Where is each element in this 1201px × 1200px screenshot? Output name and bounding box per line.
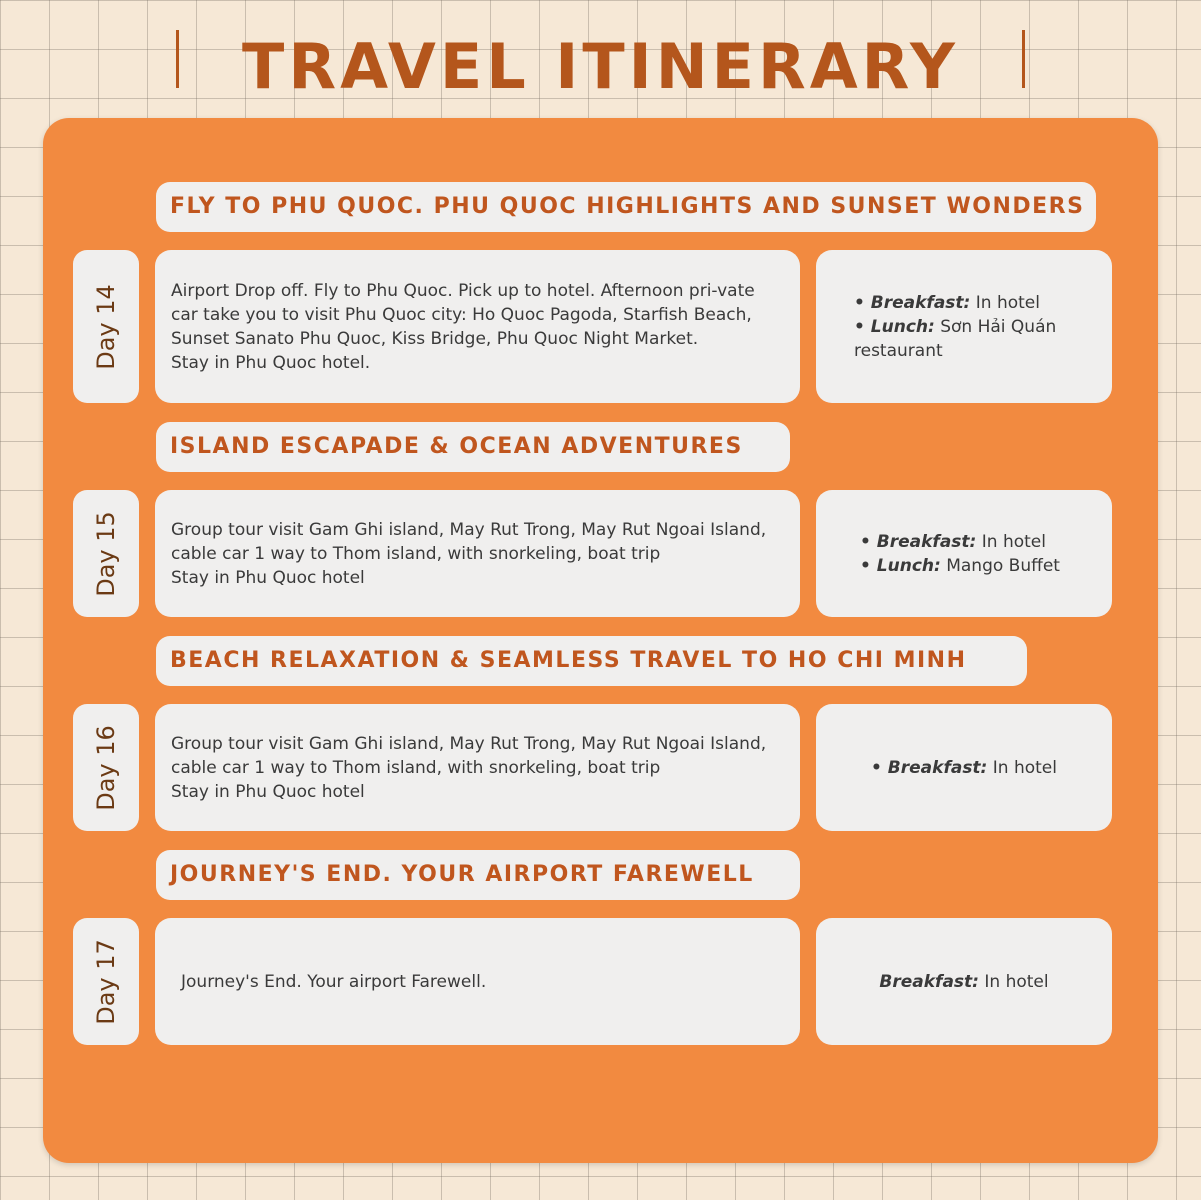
day-15-label: Day 15: [92, 510, 120, 597]
day-17-description-line: Journey's End. Your airport Farewell.: [181, 971, 487, 992]
page-title: TRAVEL ITINERARY: [242, 30, 959, 103]
title-right-bar: [1022, 30, 1025, 88]
day-14-description: [155, 250, 800, 403]
itinerary-panel: [43, 118, 1158, 1163]
day-15-heading: ISLAND ESCAPADE & OCEAN ADVENTURES: [156, 422, 790, 472]
day-16-description-line: Stay in Phu Quoc hotel: [171, 781, 365, 802]
day-15-description-line: Group tour visit Gam Ghi island, May Rut Trong, May Rut Ngoai Island, cable car 1 way to Thom island, with snorkeling, boat trip: [171, 519, 767, 564]
meal-item: • Breakfast: In hotel: [854, 292, 1040, 313]
day-17-description: [155, 918, 800, 1045]
day-14-label: Day 14: [92, 283, 120, 370]
day-16-label-box: [73, 704, 139, 831]
day-15-description: [155, 490, 800, 617]
day-16-description: [155, 704, 800, 831]
day-16-label: Day 16: [92, 724, 120, 811]
meal-item: • Breakfast: In hotel: [860, 531, 1046, 552]
day-16-heading: BEACH RELAXATION & SEAMLESS TRAVEL TO HO CHI MINH: [156, 636, 1027, 686]
day-15-meals: [816, 490, 1112, 617]
day-15-label-box: [73, 490, 139, 617]
day-17-meals: [816, 918, 1112, 1045]
day-15-description-line: Stay in Phu Quoc hotel: [171, 567, 365, 588]
day-17-label: Day 17: [92, 938, 120, 1025]
meal-item: • Lunch: Mango Buffet: [860, 555, 1060, 576]
day-14-description-line: Airport Drop off. Fly to Phu Quoc. Pick up to hotel. Afternoon pri-vate car take you to visit Phu Quoc city: Ho Quoc Pagoda, Starfish Beach, Sunset Sanato Phu Quoc, Kiss Bridge, Phu Quoc Night Market.: [171, 280, 755, 349]
meal-item: • Breakfast: In hotel: [871, 757, 1057, 778]
day-16-meals: [816, 704, 1112, 831]
day-14-label-box: [73, 250, 139, 403]
day-14-description-line: Stay in Phu Quoc hotel.: [171, 352, 371, 373]
day-14-heading: FLY TO PHU QUOC. PHU QUOC HIGHLIGHTS AND SUNSET WONDERS: [156, 182, 1096, 232]
day-14-meals: [816, 250, 1112, 403]
meal-item: Breakfast: In hotel: [879, 971, 1049, 992]
day-17-label-box: [73, 918, 139, 1045]
day-17-heading: JOURNEY'S END. YOUR AIRPORT FAREWELL: [156, 850, 800, 900]
day-16-description-line: Group tour visit Gam Ghi island, May Rut Trong, May Rut Ngoai Island, cable car 1 way to Thom island, with snorkeling, boat trip: [171, 733, 767, 778]
meal-item: • Lunch: Sơn Hải Quán restaurant: [854, 316, 1057, 361]
